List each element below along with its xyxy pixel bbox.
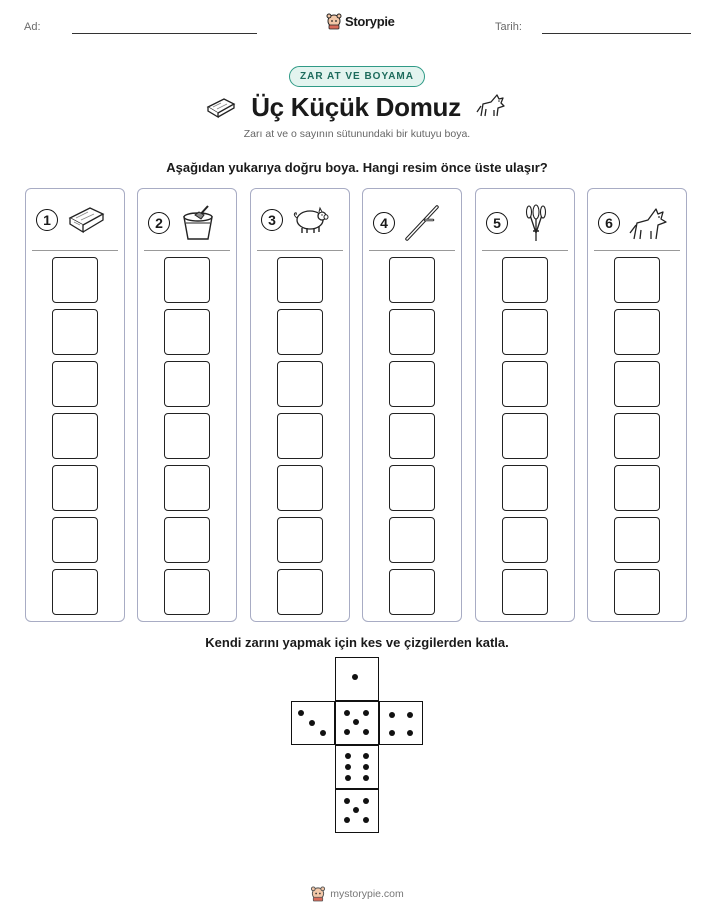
die-pip [353, 807, 359, 813]
activity-badge: ZAR AT VE BOYAMA [289, 66, 425, 87]
color-box[interactable] [614, 309, 660, 355]
die-pip [363, 817, 369, 823]
die-pip [298, 710, 304, 716]
die-pip [363, 775, 369, 781]
hay-bale-icon [205, 95, 237, 119]
color-box[interactable] [389, 413, 435, 459]
color-box[interactable] [164, 569, 210, 615]
column-5 [475, 188, 575, 622]
die-pip [345, 753, 351, 759]
column-number: 1 [36, 209, 58, 231]
page-title: Üç Küçük Domuz [251, 91, 461, 122]
die-face-4 [379, 701, 423, 745]
die-pip [363, 798, 369, 804]
color-box[interactable] [164, 257, 210, 303]
color-box[interactable] [52, 257, 98, 303]
color-box[interactable] [502, 257, 548, 303]
pig-icon [291, 203, 331, 237]
color-box[interactable] [52, 569, 98, 615]
color-box[interactable] [277, 257, 323, 303]
die-pip [352, 674, 358, 680]
brand-name: Storypie [345, 14, 395, 29]
color-box[interactable] [502, 517, 548, 563]
die-face-5-bottom [335, 789, 379, 833]
die-face-3 [291, 701, 335, 745]
die-pip [389, 712, 395, 718]
die-face-6 [335, 745, 379, 789]
column-4 [362, 188, 462, 622]
column-divider [144, 250, 230, 251]
column-6 [587, 188, 687, 622]
color-box[interactable] [164, 413, 210, 459]
color-box[interactable] [52, 309, 98, 355]
color-box[interactable] [277, 361, 323, 407]
color-box[interactable] [502, 413, 548, 459]
column-number: 6 [598, 212, 620, 234]
column-number: 2 [148, 212, 170, 234]
footer-url[interactable]: mystorypie.com [330, 888, 404, 900]
mud-bucket-icon [178, 203, 218, 243]
die-pip [389, 730, 395, 736]
column-number: 5 [486, 212, 508, 234]
color-box[interactable] [277, 413, 323, 459]
column-3 [250, 188, 350, 622]
wheat-icon [516, 203, 556, 243]
color-box[interactable] [277, 569, 323, 615]
color-box[interactable] [277, 309, 323, 355]
wolf-icon [628, 203, 670, 243]
column-divider [369, 250, 455, 251]
storypie-mascot-icon [310, 886, 326, 902]
name-line[interactable] [72, 33, 257, 34]
color-box[interactable] [52, 361, 98, 407]
brand-logo [326, 13, 395, 30]
die-pip [309, 720, 315, 726]
die-face-5 [335, 701, 379, 745]
die-pip [363, 753, 369, 759]
column-divider [257, 250, 343, 251]
footer [310, 886, 404, 902]
color-box[interactable] [164, 517, 210, 563]
column-divider [32, 250, 118, 251]
die-pip [353, 719, 359, 725]
die-face-1 [335, 657, 379, 701]
color-box[interactable] [389, 257, 435, 303]
date-line[interactable] [542, 33, 691, 34]
color-box[interactable] [164, 361, 210, 407]
color-box[interactable] [389, 465, 435, 511]
die-pip [407, 730, 413, 736]
color-box[interactable] [389, 569, 435, 615]
color-box[interactable] [502, 465, 548, 511]
color-box[interactable] [614, 569, 660, 615]
color-box[interactable] [164, 309, 210, 355]
color-box[interactable] [614, 361, 660, 407]
color-box[interactable] [502, 309, 548, 355]
column-number: 3 [261, 209, 283, 231]
dice-instruction: Kendi zarını yapmak için kes ve çizgilerden katla. [205, 635, 509, 650]
color-box[interactable] [389, 517, 435, 563]
column-divider [482, 250, 568, 251]
column-2 [137, 188, 237, 622]
color-box[interactable] [614, 465, 660, 511]
instruction-text: Aşağıdan yukarıya doğru boya. Hangi resim önce üste ulaşır? [166, 160, 548, 175]
die-pip [345, 775, 351, 781]
stick-icon [403, 203, 443, 243]
column-1 [25, 188, 125, 622]
color-box[interactable] [52, 465, 98, 511]
die-pip [344, 817, 350, 823]
color-box[interactable] [502, 361, 548, 407]
color-box[interactable] [614, 517, 660, 563]
die-pip [344, 729, 350, 735]
die-pip [363, 729, 369, 735]
die-pip [407, 712, 413, 718]
color-box[interactable] [389, 309, 435, 355]
subtitle: Zarı at ve o sayının sütunundaki bir kutuyu boya. [243, 128, 471, 140]
color-box[interactable] [389, 361, 435, 407]
color-box[interactable] [277, 465, 323, 511]
date-label: Tarih: [495, 21, 522, 33]
die-pip [344, 798, 350, 804]
die-pip [320, 730, 326, 736]
color-box[interactable] [164, 465, 210, 511]
color-box[interactable] [502, 569, 548, 615]
color-box[interactable] [277, 517, 323, 563]
die-pip [363, 710, 369, 716]
color-box[interactable] [614, 257, 660, 303]
column-number: 4 [373, 212, 395, 234]
hay-bale-icon [66, 203, 106, 237]
storypie-mascot-icon [326, 13, 342, 30]
die-pip [345, 764, 351, 770]
color-box[interactable] [52, 517, 98, 563]
color-box[interactable] [614, 413, 660, 459]
die-pip [344, 710, 350, 716]
wolf-icon [475, 90, 509, 124]
name-label: Ad: [24, 21, 41, 33]
color-box[interactable] [52, 413, 98, 459]
die-pip [363, 764, 369, 770]
column-divider [594, 250, 680, 251]
